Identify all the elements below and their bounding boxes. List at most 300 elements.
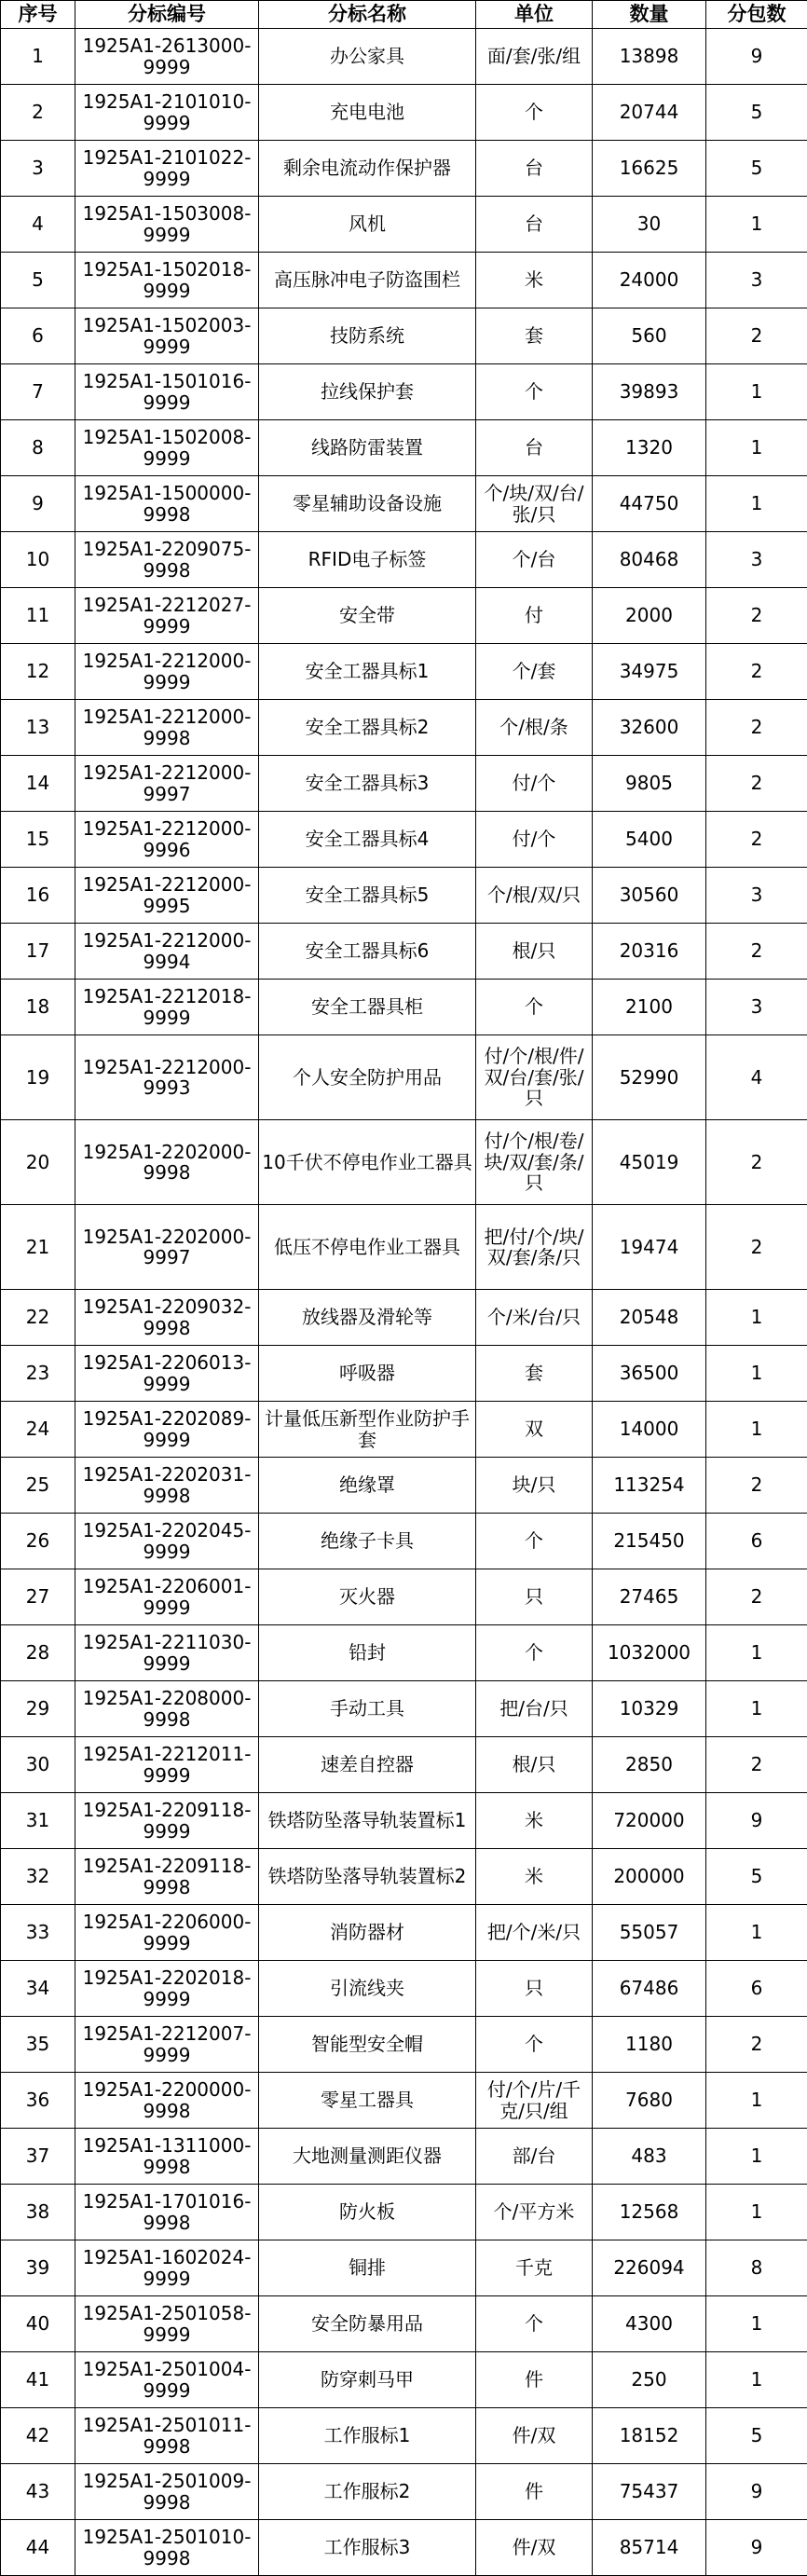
cell-quantity: 1320 (593, 420, 706, 476)
table-row (1, 532, 807, 588)
cell-packages: 1 (706, 1905, 807, 1961)
table-row (1, 756, 807, 812)
cell-no: 29 (1, 1681, 75, 1737)
cell-quantity: 14000 (593, 1402, 706, 1458)
cell-quantity: 2850 (593, 1737, 706, 1793)
cell-packages: 5 (706, 1849, 807, 1905)
cell-code: 1925A1-2212000-9994 (75, 924, 259, 980)
cell-packages: 6 (706, 1514, 807, 1569)
header-code: 分标编号 (75, 1, 259, 29)
table-row (1, 1290, 807, 1346)
cell-name: 放线器及滑轮等 (259, 1290, 476, 1346)
cell-no: 44 (1, 2520, 75, 2576)
cell-code: 1925A1-2212000-9997 (75, 756, 259, 812)
cell-packages: 1 (706, 1681, 807, 1737)
cell-name: 消防器材 (259, 1905, 476, 1961)
cell-packages: 2 (706, 756, 807, 812)
cell-packages: 2 (706, 1569, 807, 1625)
cell-code: 1925A1-1502003-9999 (75, 308, 259, 364)
cell-code: 1925A1-1311000-9998 (75, 2129, 259, 2185)
cell-name: 工作服标3 (259, 2520, 476, 2576)
cell-quantity: 18152 (593, 2408, 706, 2464)
table-row (1, 700, 807, 756)
cell-code: 1925A1-2202045-9999 (75, 1514, 259, 1569)
cell-name: 安全工器具标3 (259, 756, 476, 812)
cell-quantity: 39893 (593, 364, 706, 420)
cell-unit: 付/个 (476, 812, 593, 868)
cell-no: 5 (1, 253, 75, 308)
cell-unit: 个/根/双/只 (476, 868, 593, 924)
table-row (1, 2017, 807, 2073)
table-row (1, 2520, 807, 2576)
cell-unit: 只 (476, 1961, 593, 2017)
cell-packages: 1 (706, 364, 807, 420)
table-row (1, 2185, 807, 2240)
cell-packages: 2 (706, 1120, 807, 1205)
cell-code: 1925A1-2208000-9998 (75, 1681, 259, 1737)
cell-quantity: 226094 (593, 2240, 706, 2296)
table-row (1, 1849, 807, 1905)
table-row (1, 588, 807, 644)
cell-code: 1925A1-2202018-9999 (75, 1961, 259, 2017)
cell-no: 36 (1, 2073, 75, 2129)
cell-quantity: 5400 (593, 812, 706, 868)
table-row (1, 924, 807, 980)
cell-no: 25 (1, 1458, 75, 1514)
cell-unit: 件 (476, 2352, 593, 2408)
cell-packages: 1 (706, 1402, 807, 1458)
cell-quantity: 720000 (593, 1793, 706, 1849)
cell-packages: 4 (706, 1035, 807, 1120)
cell-no: 41 (1, 2352, 75, 2408)
cell-quantity: 44750 (593, 476, 706, 532)
cell-packages: 1 (706, 2185, 807, 2240)
cell-quantity: 20744 (593, 85, 706, 141)
cell-no: 3 (1, 141, 75, 197)
cell-no: 39 (1, 2240, 75, 2296)
cell-no: 16 (1, 868, 75, 924)
table-row (1, 197, 807, 253)
cell-code: 1925A1-2613000-9999 (75, 29, 259, 85)
cell-code: 1925A1-2501004-9999 (75, 2352, 259, 2408)
cell-packages: 1 (706, 2129, 807, 2185)
cell-name: 办公家具 (259, 29, 476, 85)
cell-quantity: 4300 (593, 2296, 706, 2352)
cell-code: 1925A1-1503008-9999 (75, 197, 259, 253)
table-row (1, 1569, 807, 1625)
cell-code: 1925A1-2202031-9998 (75, 1458, 259, 1514)
cell-name: 智能型安全帽 (259, 2017, 476, 2073)
table-row (1, 1402, 807, 1458)
cell-packages: 1 (706, 2296, 807, 2352)
cell-no: 30 (1, 1737, 75, 1793)
cell-code: 1925A1-2212027-9999 (75, 588, 259, 644)
cell-no: 17 (1, 924, 75, 980)
cell-no: 32 (1, 1849, 75, 1905)
cell-no: 35 (1, 2017, 75, 2073)
cell-no: 4 (1, 197, 75, 253)
cell-unit: 套 (476, 1346, 593, 1402)
table-row (1, 644, 807, 700)
cell-name: 拉线保护套 (259, 364, 476, 420)
cell-name: 计量低压新型作业防护手套 (259, 1402, 476, 1458)
cell-name: 铁塔防坠落导轨装置标2 (259, 1849, 476, 1905)
cell-packages: 5 (706, 2408, 807, 2464)
cell-no: 8 (1, 420, 75, 476)
cell-quantity: 1032000 (593, 1625, 706, 1681)
cell-packages: 2 (706, 1737, 807, 1793)
cell-quantity: 7680 (593, 2073, 706, 2129)
cell-packages: 3 (706, 532, 807, 588)
table-row (1, 2352, 807, 2408)
cell-unit: 个 (476, 85, 593, 141)
table-row (1, 2296, 807, 2352)
cell-name: 铁塔防坠落导轨装置标1 (259, 1793, 476, 1849)
cell-no: 22 (1, 1290, 75, 1346)
cell-packages: 3 (706, 868, 807, 924)
cell-code: 1925A1-1502018-9999 (75, 253, 259, 308)
cell-packages: 1 (706, 2352, 807, 2408)
cell-code: 1925A1-2212000-9999 (75, 644, 259, 700)
table-row (1, 2408, 807, 2464)
table-row (1, 1793, 807, 1849)
cell-name: 安全工器具标5 (259, 868, 476, 924)
cell-name: 个人安全防护用品 (259, 1035, 476, 1120)
cell-unit: 米 (476, 1849, 593, 1905)
table-row (1, 812, 807, 868)
cell-no: 20 (1, 1120, 75, 1205)
cell-code: 1925A1-2206013-9999 (75, 1346, 259, 1402)
cell-no: 37 (1, 2129, 75, 2185)
cell-unit: 个 (476, 2296, 593, 2352)
table-row (1, 141, 807, 197)
cell-no: 12 (1, 644, 75, 700)
cell-unit: 个/块/双/台/张/只 (476, 476, 593, 532)
cell-quantity: 16625 (593, 141, 706, 197)
cell-code: 1925A1-2209118-9999 (75, 1793, 259, 1849)
cell-name: 安全工器具标6 (259, 924, 476, 980)
cell-name: 安全防暴用品 (259, 2296, 476, 2352)
table-row (1, 308, 807, 364)
cell-quantity: 34975 (593, 644, 706, 700)
cell-no: 43 (1, 2464, 75, 2520)
cell-unit: 付 (476, 588, 593, 644)
cell-no: 1 (1, 29, 75, 85)
cell-no: 26 (1, 1514, 75, 1569)
table-row (1, 2240, 807, 2296)
cell-unit: 个/根/条 (476, 700, 593, 756)
table-row (1, 1458, 807, 1514)
table-row (1, 85, 807, 141)
cell-packages: 3 (706, 253, 807, 308)
cell-code: 1925A1-1501016-9999 (75, 364, 259, 420)
cell-quantity: 19474 (593, 1205, 706, 1290)
cell-packages: 9 (706, 2464, 807, 2520)
cell-name: RFID电子标签 (259, 532, 476, 588)
cell-quantity: 30 (593, 197, 706, 253)
header-no: 序号 (1, 1, 75, 29)
cell-unit: 把/个/米/只 (476, 1905, 593, 1961)
cell-quantity: 1180 (593, 2017, 706, 2073)
cell-unit: 面/套/张/组 (476, 29, 593, 85)
cell-packages: 8 (706, 2240, 807, 2296)
cell-unit: 付/个/根/件/双/台/套/张/只 (476, 1035, 593, 1120)
cell-packages: 3 (706, 980, 807, 1035)
table-row (1, 1346, 807, 1402)
table-row (1, 1961, 807, 2017)
cell-name: 安全带 (259, 588, 476, 644)
cell-unit: 米 (476, 1793, 593, 1849)
cell-packages: 2 (706, 644, 807, 700)
cell-packages: 5 (706, 85, 807, 141)
cell-name: 线路防雷装置 (259, 420, 476, 476)
cell-packages: 1 (706, 420, 807, 476)
cell-quantity: 12568 (593, 2185, 706, 2240)
cell-quantity: 13898 (593, 29, 706, 85)
cell-quantity: 20316 (593, 924, 706, 980)
cell-name: 安全工器具标1 (259, 644, 476, 700)
cell-unit: 个 (476, 364, 593, 420)
cell-quantity: 215450 (593, 1514, 706, 1569)
cell-name: 低压不停电作业工器具 (259, 1205, 476, 1290)
cell-quantity: 85714 (593, 2520, 706, 2576)
cell-code: 1925A1-1602024-9999 (75, 2240, 259, 2296)
table-row (1, 1514, 807, 1569)
cell-no: 23 (1, 1346, 75, 1402)
cell-quantity: 52990 (593, 1035, 706, 1120)
cell-no: 19 (1, 1035, 75, 1120)
cell-code: 1925A1-2501009-9998 (75, 2464, 259, 2520)
cell-no: 42 (1, 2408, 75, 2464)
cell-name: 技防系统 (259, 308, 476, 364)
cell-name: 充电电池 (259, 85, 476, 141)
table-row (1, 1737, 807, 1793)
cell-no: 33 (1, 1905, 75, 1961)
cell-name: 零星工器具 (259, 2073, 476, 2129)
cell-code: 1925A1-2212011-9999 (75, 1737, 259, 1793)
cell-name: 绝缘子卡具 (259, 1514, 476, 1569)
cell-name: 防火板 (259, 2185, 476, 2240)
table-row (1, 2073, 807, 2129)
cell-packages: 1 (706, 476, 807, 532)
cell-packages: 2 (706, 924, 807, 980)
cell-quantity: 9805 (593, 756, 706, 812)
cell-quantity: 27465 (593, 1569, 706, 1625)
cell-no: 31 (1, 1793, 75, 1849)
cell-unit: 只 (476, 1569, 593, 1625)
cell-unit: 个/平方米 (476, 2185, 593, 2240)
table-row (1, 2464, 807, 2520)
cell-code: 1925A1-1701016-9998 (75, 2185, 259, 2240)
cell-unit: 千克 (476, 2240, 593, 2296)
cell-no: 24 (1, 1402, 75, 1458)
cell-code: 1925A1-2202089-9999 (75, 1402, 259, 1458)
cell-code: 1925A1-2202000-9997 (75, 1205, 259, 1290)
table-row (1, 476, 807, 532)
cell-unit: 付/个 (476, 756, 593, 812)
cell-name: 安全工器具标2 (259, 700, 476, 756)
cell-no: 14 (1, 756, 75, 812)
cell-no: 11 (1, 588, 75, 644)
cell-name: 铅封 (259, 1625, 476, 1681)
cell-code: 1925A1-2202000-9998 (75, 1120, 259, 1205)
cell-quantity: 30560 (593, 868, 706, 924)
cell-unit: 台 (476, 197, 593, 253)
cell-code: 1925A1-2212000-9995 (75, 868, 259, 924)
cell-quantity: 10329 (593, 1681, 706, 1737)
cell-code: 1925A1-2212000-9993 (75, 1035, 259, 1120)
cell-code: 1925A1-2212000-9996 (75, 812, 259, 868)
cell-code: 1925A1-2101010-9999 (75, 85, 259, 141)
cell-name: 安全工器具标4 (259, 812, 476, 868)
table-row (1, 29, 807, 85)
cell-no: 15 (1, 812, 75, 868)
cell-quantity: 560 (593, 308, 706, 364)
cell-quantity: 36500 (593, 1346, 706, 1402)
cell-no: 9 (1, 476, 75, 532)
header-row (1, 1, 807, 29)
table-row (1, 1120, 807, 1205)
cell-unit: 块/只 (476, 1458, 593, 1514)
cell-code: 1925A1-1500000-9998 (75, 476, 259, 532)
cell-name: 手动工具 (259, 1681, 476, 1737)
cell-packages: 2 (706, 308, 807, 364)
cell-name: 大地测量测距仪器 (259, 2129, 476, 2185)
cell-packages: 9 (706, 2520, 807, 2576)
cell-name: 剩余电流动作保护器 (259, 141, 476, 197)
cell-no: 13 (1, 700, 75, 756)
cell-unit: 根/只 (476, 1737, 593, 1793)
cell-no: 40 (1, 2296, 75, 2352)
cell-quantity: 483 (593, 2129, 706, 2185)
cell-no: 27 (1, 1569, 75, 1625)
cell-name: 呼吸器 (259, 1346, 476, 1402)
cell-packages: 1 (706, 197, 807, 253)
cell-unit: 台 (476, 141, 593, 197)
cell-no: 10 (1, 532, 75, 588)
table-row (1, 2129, 807, 2185)
cell-no: 7 (1, 364, 75, 420)
table-row (1, 868, 807, 924)
table-row (1, 1905, 807, 1961)
cell-code: 1925A1-2101022-9999 (75, 141, 259, 197)
cell-name: 速差自控器 (259, 1737, 476, 1793)
table-row (1, 253, 807, 308)
cell-no: 38 (1, 2185, 75, 2240)
cell-name: 高压脉冲电子防盗围栏 (259, 253, 476, 308)
cell-no: 21 (1, 1205, 75, 1290)
cell-unit: 台 (476, 420, 593, 476)
cell-quantity: 113254 (593, 1458, 706, 1514)
table-row (1, 1035, 807, 1120)
cell-code: 1925A1-2206001-9999 (75, 1569, 259, 1625)
cell-name: 安全工器具柜 (259, 980, 476, 1035)
cell-name: 绝缘罩 (259, 1458, 476, 1514)
cell-quantity: 32600 (593, 700, 706, 756)
cell-unit: 部/台 (476, 2129, 593, 2185)
cell-no: 2 (1, 85, 75, 141)
cell-quantity: 67486 (593, 1961, 706, 2017)
cell-quantity: 75437 (593, 2464, 706, 2520)
cell-name: 铜排 (259, 2240, 476, 2296)
cell-quantity: 24000 (593, 253, 706, 308)
cell-name: 10千伏不停电作业工器具 (259, 1120, 476, 1205)
cell-packages: 2 (706, 700, 807, 756)
cell-unit: 个/套 (476, 644, 593, 700)
cell-no: 28 (1, 1625, 75, 1681)
cell-unit: 件/双 (476, 2408, 593, 2464)
cell-quantity: 55057 (593, 1905, 706, 1961)
table-row (1, 1205, 807, 1290)
cell-quantity: 2000 (593, 588, 706, 644)
cell-packages: 2 (706, 1205, 807, 1290)
table-row (1, 1625, 807, 1681)
header-name: 分标名称 (259, 1, 476, 29)
cell-unit: 个 (476, 980, 593, 1035)
cell-code: 1925A1-2209075-9998 (75, 532, 259, 588)
table-row (1, 980, 807, 1035)
cell-unit: 个/米/台/只 (476, 1290, 593, 1346)
table-body (1, 29, 807, 2576)
table-row (1, 420, 807, 476)
cell-unit: 个 (476, 1625, 593, 1681)
cell-packages: 1 (706, 1346, 807, 1402)
cell-unit: 米 (476, 253, 593, 308)
cell-unit: 付/个/根/卷/块/双/套/条/只 (476, 1120, 593, 1205)
cell-code: 1925A1-2209118-9998 (75, 1849, 259, 1905)
cell-quantity: 2100 (593, 980, 706, 1035)
cell-no: 18 (1, 980, 75, 1035)
cell-unit: 件 (476, 2464, 593, 2520)
cell-unit: 个 (476, 2017, 593, 2073)
cell-code: 1925A1-2212018-9999 (75, 980, 259, 1035)
cell-packages: 1 (706, 1290, 807, 1346)
header-packages: 分包数 (706, 1, 807, 29)
cell-code: 1925A1-2212007-9999 (75, 2017, 259, 2073)
cell-packages: 1 (706, 2073, 807, 2129)
cell-packages: 9 (706, 1793, 807, 1849)
cell-quantity: 80468 (593, 532, 706, 588)
cell-code: 1925A1-2501010-9998 (75, 2520, 259, 2576)
cell-unit: 个 (476, 1514, 593, 1569)
header-quantity: 数量 (593, 1, 706, 29)
cell-name: 灭火器 (259, 1569, 476, 1625)
cell-name: 风机 (259, 197, 476, 253)
cell-packages: 1 (706, 1625, 807, 1681)
cell-packages: 9 (706, 29, 807, 85)
cell-unit: 套 (476, 308, 593, 364)
cell-unit: 付/个/片/千克/只/组 (476, 2073, 593, 2129)
cell-code: 1925A1-2209032-9998 (75, 1290, 259, 1346)
cell-name: 工作服标2 (259, 2464, 476, 2520)
cell-quantity: 20548 (593, 1290, 706, 1346)
cell-packages: 6 (706, 1961, 807, 2017)
cell-code: 1925A1-2501011-9998 (75, 2408, 259, 2464)
cell-code: 1925A1-1502008-9999 (75, 420, 259, 476)
cell-unit: 个/台 (476, 532, 593, 588)
cell-quantity: 45019 (593, 1120, 706, 1205)
cell-code: 1925A1-2206000-9999 (75, 1905, 259, 1961)
cell-code: 1925A1-2211030-9999 (75, 1625, 259, 1681)
cell-unit: 件/双 (476, 2520, 593, 2576)
table-row (1, 364, 807, 420)
cell-quantity: 250 (593, 2352, 706, 2408)
header-unit: 单位 (476, 1, 593, 29)
cell-name: 零星辅助设备设施 (259, 476, 476, 532)
cell-code: 1925A1-2200000-9998 (75, 2073, 259, 2129)
cell-packages: 2 (706, 588, 807, 644)
cell-packages: 5 (706, 141, 807, 197)
